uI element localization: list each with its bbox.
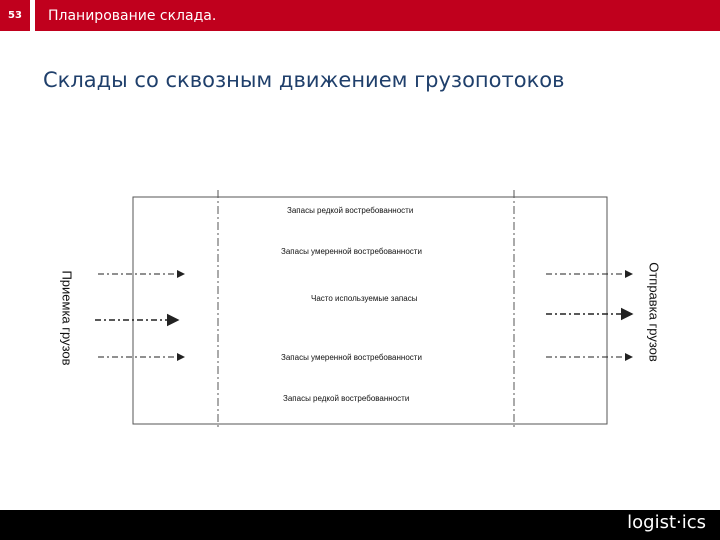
slide-title: Склады со сквозным движением грузопотоков bbox=[43, 68, 565, 92]
zone-top-moderate: Запасы умеренной востребованности bbox=[281, 247, 422, 256]
outbound-label: Отправка грузов bbox=[646, 262, 662, 362]
footer-bar bbox=[0, 510, 720, 540]
logistics-logo: logist·ics bbox=[627, 512, 706, 533]
zone-bottom-rare: Запасы редкой востребованности bbox=[283, 394, 410, 403]
zone-top-rare: Запасы редкой востребованности bbox=[287, 206, 414, 215]
section-title: Планирование склада. bbox=[48, 8, 217, 24]
inbound-label: Приемка грузов bbox=[59, 270, 75, 366]
zone-frequent: Часто используемые запасы bbox=[311, 294, 418, 303]
zone-bottom-moderate: Запасы умеренной востребованности bbox=[281, 353, 422, 362]
slide-number: 53 bbox=[0, 0, 30, 31]
warehouse-frame bbox=[133, 197, 607, 424]
